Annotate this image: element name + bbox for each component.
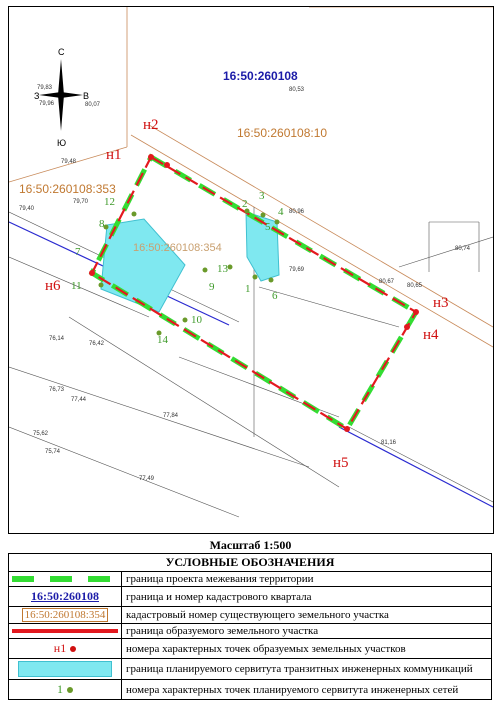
servitude-label-7: 7 <box>75 246 81 258</box>
servitude-label-1: 1 <box>245 283 251 295</box>
servitude-label-12: 12 <box>104 196 115 208</box>
point-label-n2: н2 <box>143 117 159 133</box>
parcel-label-top: 16:50:260108:10 <box>237 126 328 140</box>
elevation-label: 77,44 <box>71 397 87 403</box>
compass-north: С <box>58 47 65 57</box>
legend-text: граница и номер кадастрового квартала <box>122 587 492 607</box>
servitude-point-symbol-label: 1 <box>57 682 63 696</box>
legend-row <box>9 659 492 680</box>
elevation-label: 77,84 <box>163 413 179 419</box>
elevation-label: 79,69 <box>289 267 305 273</box>
compass-rose <box>34 47 89 148</box>
legend-text: граница проекта межевания территории <box>122 572 492 587</box>
elevation-label: 80,67 <box>379 279 395 285</box>
elevation-label: 79,48 <box>61 159 77 165</box>
legend-row <box>9 624 492 639</box>
quarter-symbol: 16:50:260108 <box>31 589 99 603</box>
legend-text: номера характерных точек планируемого сервитута инженерных сетей <box>122 680 492 700</box>
servitude-label-11: 11 <box>71 280 82 292</box>
elevation-label: 75,74 <box>45 449 61 455</box>
elevation-label: 75,62 <box>33 431 49 437</box>
servitude-label-10: 10 <box>191 314 202 326</box>
green-dot-icon <box>67 687 73 693</box>
formed-boundary-symbol <box>12 629 118 633</box>
parcel-lines <box>9 7 493 347</box>
elevation-label: 76,14 <box>49 336 65 342</box>
project-boundary-symbol <box>12 576 118 582</box>
road-line-2 <box>339 427 493 507</box>
servitude-label-5: 5 <box>265 221 271 233</box>
red-dot-icon <box>70 646 76 652</box>
servitude-label-2: 2 <box>242 198 248 210</box>
elevation-label: 81,16 <box>381 440 397 446</box>
elevation-label: 79,83 <box>37 85 53 91</box>
legend-text: кадастровый номер существующего земельного участка <box>122 607 492 624</box>
legend-table <box>8 553 492 700</box>
elevation-label: 80,65 <box>407 283 423 289</box>
quarter-label: 16:50:260108 <box>223 69 298 83</box>
elevation-label: 79,40 <box>19 206 35 212</box>
elevation-label: 77,49 <box>139 476 155 482</box>
legend-row <box>9 680 492 700</box>
servitude-label-13: 13 <box>217 263 228 275</box>
scale-title: Масштаб 1:500 <box>209 538 292 552</box>
compass-east: В <box>83 91 90 101</box>
servitude-label-14: 14 <box>157 334 168 346</box>
map-frame <box>8 6 494 534</box>
elevation-label: 80,74 <box>455 246 471 252</box>
boundary-point-symbol <box>54 641 76 655</box>
map-canvas <box>9 7 493 533</box>
elevation-label: 79,70 <box>73 199 89 205</box>
elevation-label: 80,07 <box>85 102 101 108</box>
servitude-label-8: 8 <box>99 218 105 230</box>
compass-west: З <box>34 91 40 101</box>
elevation-label: 80,53 <box>289 87 305 93</box>
point-label-n5: н5 <box>333 455 349 471</box>
compass-south: Ю <box>57 138 67 148</box>
point-label-n4: н4 <box>423 327 439 343</box>
parcel-label-left: 16:50:260108:353 <box>19 182 116 196</box>
point-label-n6: н6 <box>45 278 61 294</box>
servitude-label-3: 3 <box>259 190 265 202</box>
point-label-n1: н1 <box>106 147 122 163</box>
parcel-symbol: 16:50:260108:354 <box>22 608 109 622</box>
point-label-n3: н3 <box>433 295 449 311</box>
legend-text: граница планируемого сервитута транзитных инженерных коммуникаций <box>122 659 492 680</box>
legend-row <box>9 639 492 659</box>
elevation-label: 76,42 <box>89 341 105 347</box>
legend-row <box>9 587 492 607</box>
parcel-label-inner: 16:50:260108:354 <box>133 242 222 254</box>
servitude-label-9: 9 <box>209 281 215 293</box>
legend-row <box>9 607 492 624</box>
servitude-symbol <box>18 661 112 677</box>
elevation-label: 79,96 <box>39 101 55 107</box>
servitude-label-6: 6 <box>272 290 278 302</box>
elevation-label: 76,73 <box>49 387 65 393</box>
legend-heading: УСЛОВНЫЕ ОБОЗНАЧЕНИЯ <box>9 554 492 572</box>
legend-row <box>9 572 492 587</box>
servitude-label-4: 4 <box>278 206 284 218</box>
legend-text: граница образуемого земельного участка <box>122 624 492 639</box>
legend-text: номера характерных точек образуемых земельных участков <box>122 639 492 659</box>
elevation-label: 80,96 <box>289 209 305 215</box>
servitude-point-symbol <box>57 682 73 696</box>
boundary-point-symbol-label: н1 <box>53 641 67 655</box>
